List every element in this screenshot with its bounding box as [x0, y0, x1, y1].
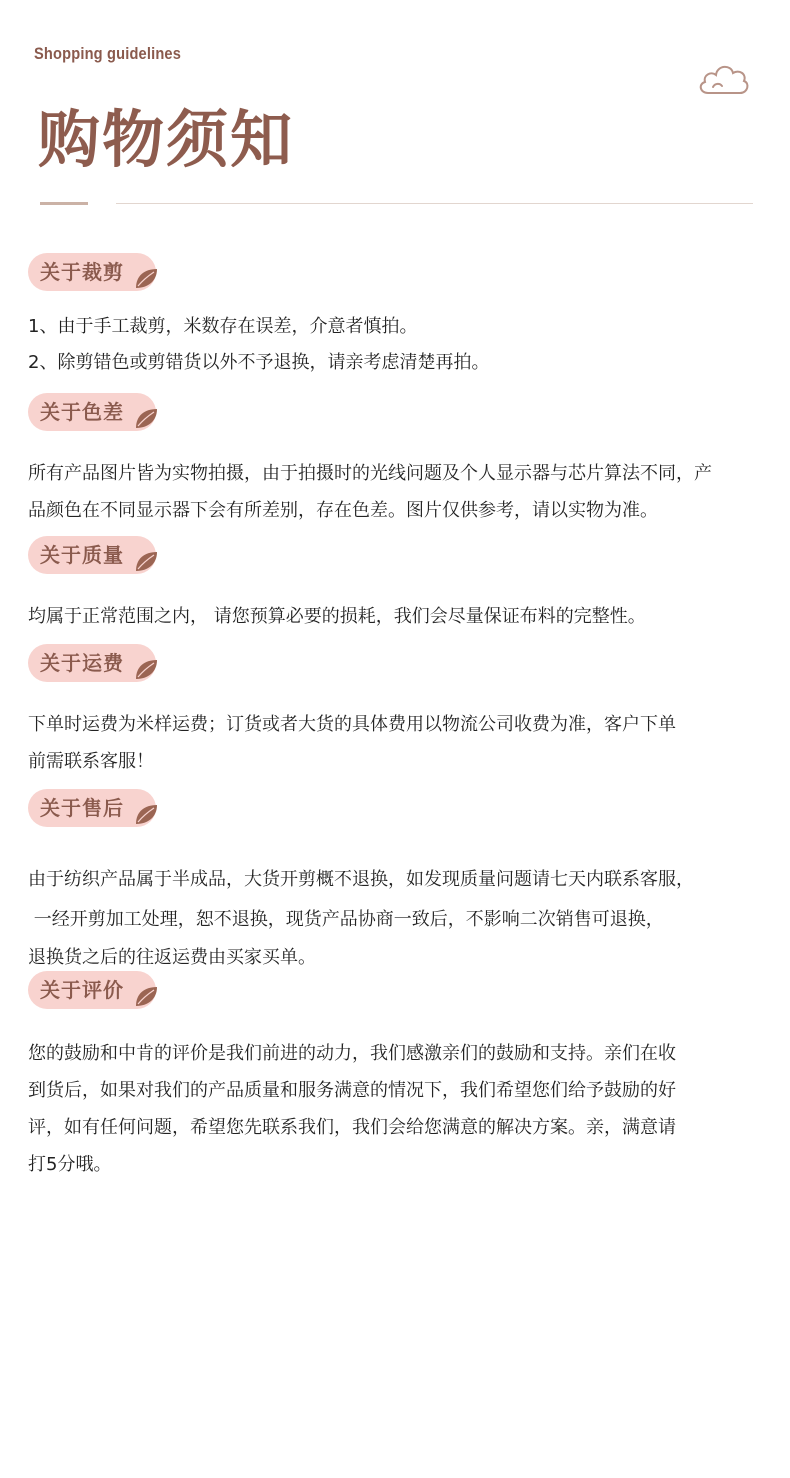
section-list — [28, 309, 768, 381]
section-tag — [28, 393, 156, 431]
paragraph-line: 一经开剪加工处理，恕不退换，现货产品协商一致后，不影响二次销售可退换， — [28, 909, 664, 930]
list-item: 2、除剪错色或剪错货以外不予退换，请亲考虑清楚再拍。 — [28, 352, 490, 373]
paragraph-line: 前需联系客服！ — [28, 751, 154, 772]
list-item: 1、由于手工裁剪，米数存在误差，介意者慎拍。 — [28, 316, 418, 337]
paragraph-line: 下单时运费为米样运费；订货或者大货的具体费用以物流公司收费为准，客户下单 — [28, 714, 676, 735]
paragraph-line: 评，如有任何问题，希望您先联系我们，我们会给您满意的解决方案。亲，满意请 — [28, 1117, 676, 1138]
section-reviews — [28, 971, 768, 1183]
section-shipping — [28, 644, 768, 780]
paragraph-line: 由于纺织产品属于半成品，大货开剪概不退换，如发现质量问题请七天内联系客服， — [28, 869, 694, 890]
title-divider-long — [116, 203, 753, 204]
paragraph-line: 打5分哦。 — [28, 1154, 112, 1175]
section-tag — [28, 536, 156, 574]
page-title: 购物须知 — [38, 103, 295, 176]
leaf-icon — [135, 408, 157, 428]
section-heading: 关于色差 — [40, 400, 124, 424]
section-tag — [28, 971, 156, 1009]
leaf-icon — [135, 659, 157, 679]
paragraph-line: 所有产品图片皆为实物拍摄，由于拍摄时的光线问题及个人显示器与芯片算法不同，产 — [28, 463, 712, 484]
leaf-icon — [135, 551, 157, 571]
cloud-icon — [696, 60, 750, 100]
section-heading: 关于售后 — [40, 796, 124, 820]
section-quality — [28, 536, 768, 635]
leaf-icon — [135, 986, 157, 1006]
paragraph-line: 您的鼓励和中肯的评价是我们前进的动力，我们感激亲们的鼓励和支持。亲们在收 — [28, 1043, 676, 1064]
leaf-icon — [135, 268, 157, 288]
paragraph-line: 到货后，如果对我们的产品质量和服务满意的情况下，我们希望您们给予鼓励的好 — [28, 1080, 676, 1101]
page-subtitle: Shopping guidelines — [34, 44, 182, 63]
paragraph-line: 品颜色在不同显示器下会有所差别，存在色差。图片仅供参考，请以实物为准。 — [28, 500, 658, 521]
section-tag — [28, 789, 156, 827]
leaf-icon — [135, 804, 157, 824]
section-heading: 关于质量 — [40, 543, 124, 567]
paragraph-line: 均属于正常范围之内， 请您预算必要的损耗，我们会尽量保证布料的完整性。 — [28, 606, 646, 627]
title-divider-short — [40, 202, 88, 205]
section-heading: 关于裁剪 — [40, 260, 124, 284]
section-tag — [28, 253, 156, 291]
section-cutting — [28, 253, 768, 381]
section-after-sales — [28, 789, 768, 977]
section-tag — [28, 644, 156, 682]
paragraph-line: 退换货之后的往返运费由买家买单。 — [28, 947, 316, 968]
section-heading: 关于运费 — [40, 651, 124, 675]
section-heading: 关于评价 — [40, 978, 124, 1002]
section-color-difference — [28, 393, 768, 529]
